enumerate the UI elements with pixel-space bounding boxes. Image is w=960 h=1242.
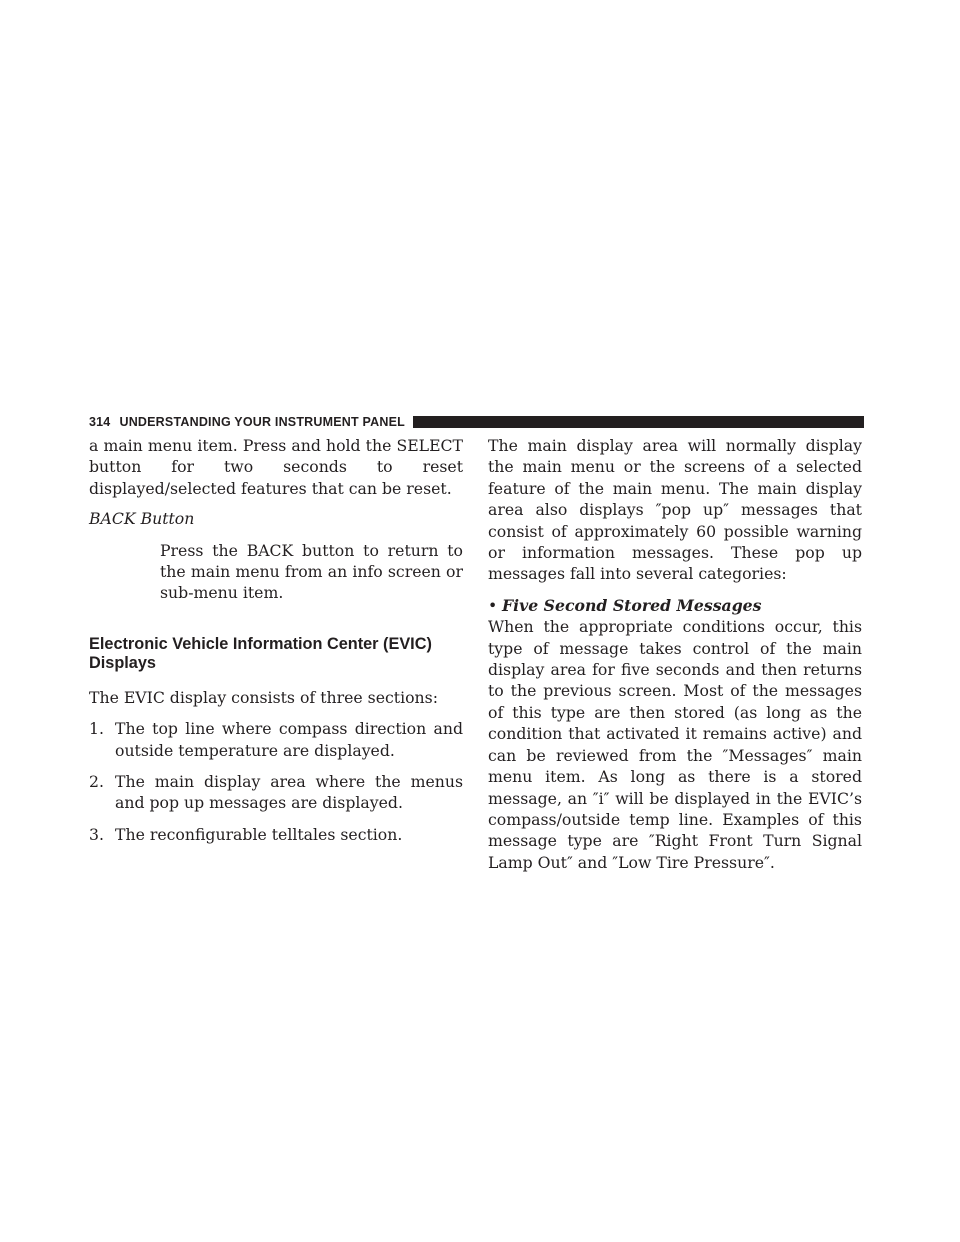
right-column: [488, 435, 862, 873]
section-heading: Electronic Vehicle Information Center (EVIC) Displays: [89, 634, 432, 672]
left-column: [89, 435, 463, 855]
list-item: [89, 771, 463, 814]
section-intro: The EVIC display consists of three sections:: [89, 687, 438, 707]
list-item-text: The reconfigurable telltales section.: [115, 824, 403, 844]
back-button-description: Press the BACK button to return to the main menu from an info screen or sub-menu item.: [160, 540, 463, 603]
page-header: [89, 416, 864, 428]
list-item-text: The main display area where the menus and pop up messages are displayed.: [115, 772, 463, 813]
page-number: 314: [89, 415, 111, 429]
list-item: [89, 718, 463, 761]
list-item: [89, 824, 463, 845]
main-display-paragraph: The main display area will normally display the main menu or the screens of a selected feature of the main menu. The main display area also displays ″pop up″ messages that consist of approximately 60 possible warning or information messages. These pop up messages fall into several categories:: [488, 436, 862, 584]
bullet-icon: •: [488, 595, 498, 615]
intro-paragraph: a main menu item. Press and hold the SELECT button for two seconds to reset displayed/selected features that can be reset.: [89, 436, 463, 498]
list-item-number: 1.: [89, 719, 104, 739]
evic-sections-list: [89, 718, 463, 845]
stored-messages-paragraph: When the appropriate conditions occur, this type of message takes control of the main display area for five seconds and then returns to the previous screen. Most of the messages of this type are then stored (as long as the condition that activated it remains active) and can be reviewed from the ″Messages″ main menu item. As long as there is a stored message, an ″i″ will be displayed in the EVIC’s compass/outside temp line. Examples of this message type are ″Right Front Turn Signal Lamp Out″ and ″Low Tire Pressure″.: [488, 617, 862, 872]
list-item-text: The top line where compass direction and outside temperature are displayed.: [115, 719, 463, 760]
back-button-heading: BACK Button: [89, 509, 195, 529]
bullet-item: [488, 595, 862, 616]
header-rule: [413, 416, 864, 428]
bullet-label: Five Second Stored Messages: [502, 595, 762, 615]
list-item-number: 2.: [89, 772, 104, 792]
chapter-title: UNDERSTANDING YOUR INSTRUMENT PANEL: [119, 415, 405, 429]
list-item-number: 3.: [89, 824, 104, 844]
